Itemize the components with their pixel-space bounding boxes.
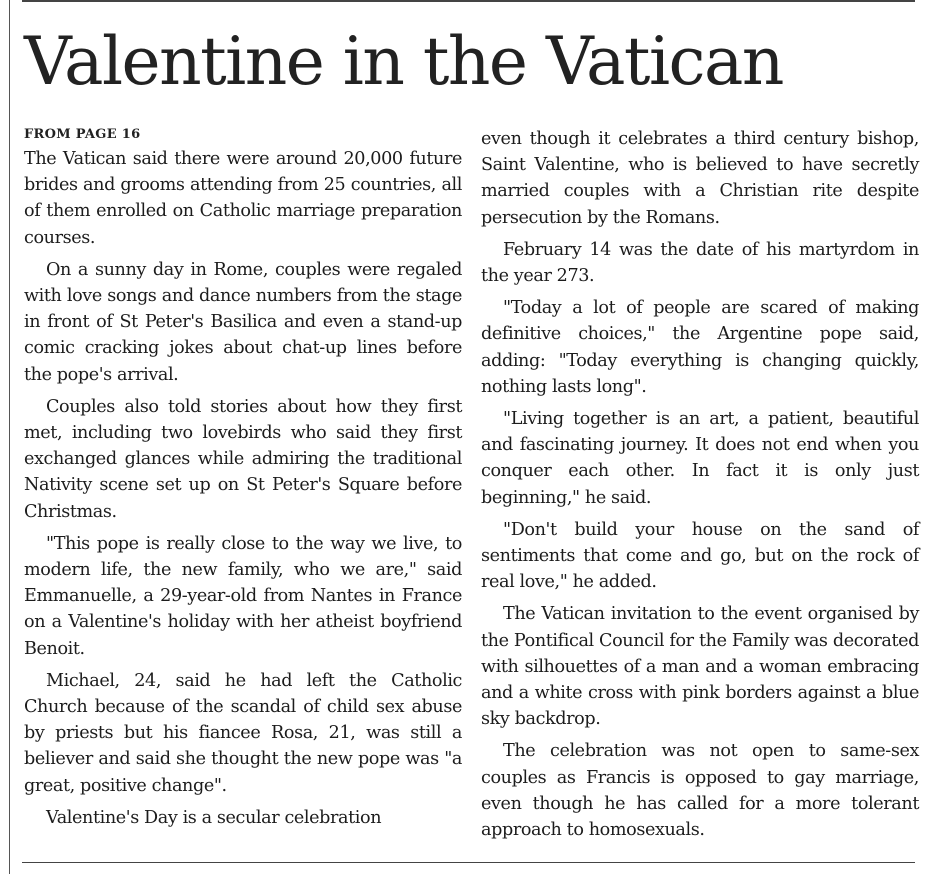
paragraph: The Vatican invitation to the event organised by the Pontifical Council for the Family was decorated with silhouettes of a man and a woman embracing and a white cross with pink borders against a blue sky backdrop. — [481, 604, 919, 730]
paragraph: "Living together is an art, a patient, beautiful and fascinating journey. It does not end when you conquer each other. In fact it is only just beginning," he said. — [481, 409, 919, 508]
paragraph: On a sunny day in Rome, couples were regaled with love songs and dance numbers from the stage in front of St Peter's Basilica and even a stand-up comic cracking jokes about chat-up lines before the pope's arrival. — [24, 259, 462, 385]
paragraph: The Vatican said there were around 20,000 future brides and grooms attending from 25 countries, all of them enrolled on Catholic marriage preparation courses. — [24, 149, 462, 248]
article-column-right — [481, 126, 919, 849]
paragraph: Couples also told stories about how they first met, including two lovebirds who said they first exchanged glances while admiring the traditional Nativity scene set up on St Peter's Square before Christmas. — [24, 396, 462, 522]
paragraph: "Today a lot of people are scared of making definitive choices," the Argentine pope said, adding: "Today everything is changing quickly, nothing lasts long". — [481, 298, 919, 397]
article-column-left — [24, 122, 462, 837]
paragraph: "This pope is really close to the way we live, to modern life, the new family, who we are," said Emmanuelle, a 29-year-old from Nantes in France on a Valentine's holiday with her atheist boyfriend Benoit. — [24, 533, 462, 659]
paragraph: February 14 was the date of his martyrdom in the year 273. — [481, 239, 919, 287]
continuation-kicker: FROM PAGE 16 — [24, 127, 141, 142]
page-edge-rule — [9, 0, 10, 874]
paragraph: Valentine's Day is a secular celebration — [46, 807, 382, 828]
headline: Valentine in the Vatican — [24, 23, 783, 100]
paragraph: even though it celebrates a third century bishop, Saint Valentine, who is believed to have secretly married couples with a Christian rite despite persecution by the Romans. — [481, 129, 919, 228]
paragraph: The celebration was not open to same-sex couples as Francis is opposed to gay marriage, even though he has called for a more tolerant approach to homosexuals. — [481, 741, 919, 841]
paragraph: Michael, 24, said he had left the Catholic Church because of the scandal of child sex abuse by priests but his fiancee Rosa, 21, was still a believer and said she thought the new pope was "a great, positive change". — [24, 670, 462, 796]
bottom-rule — [22, 862, 915, 863]
top-rule — [22, 0, 915, 2]
paragraph: "Don't build your house on the sand of sentiments that come and go, but on the rock of real love," he added. — [481, 519, 919, 593]
